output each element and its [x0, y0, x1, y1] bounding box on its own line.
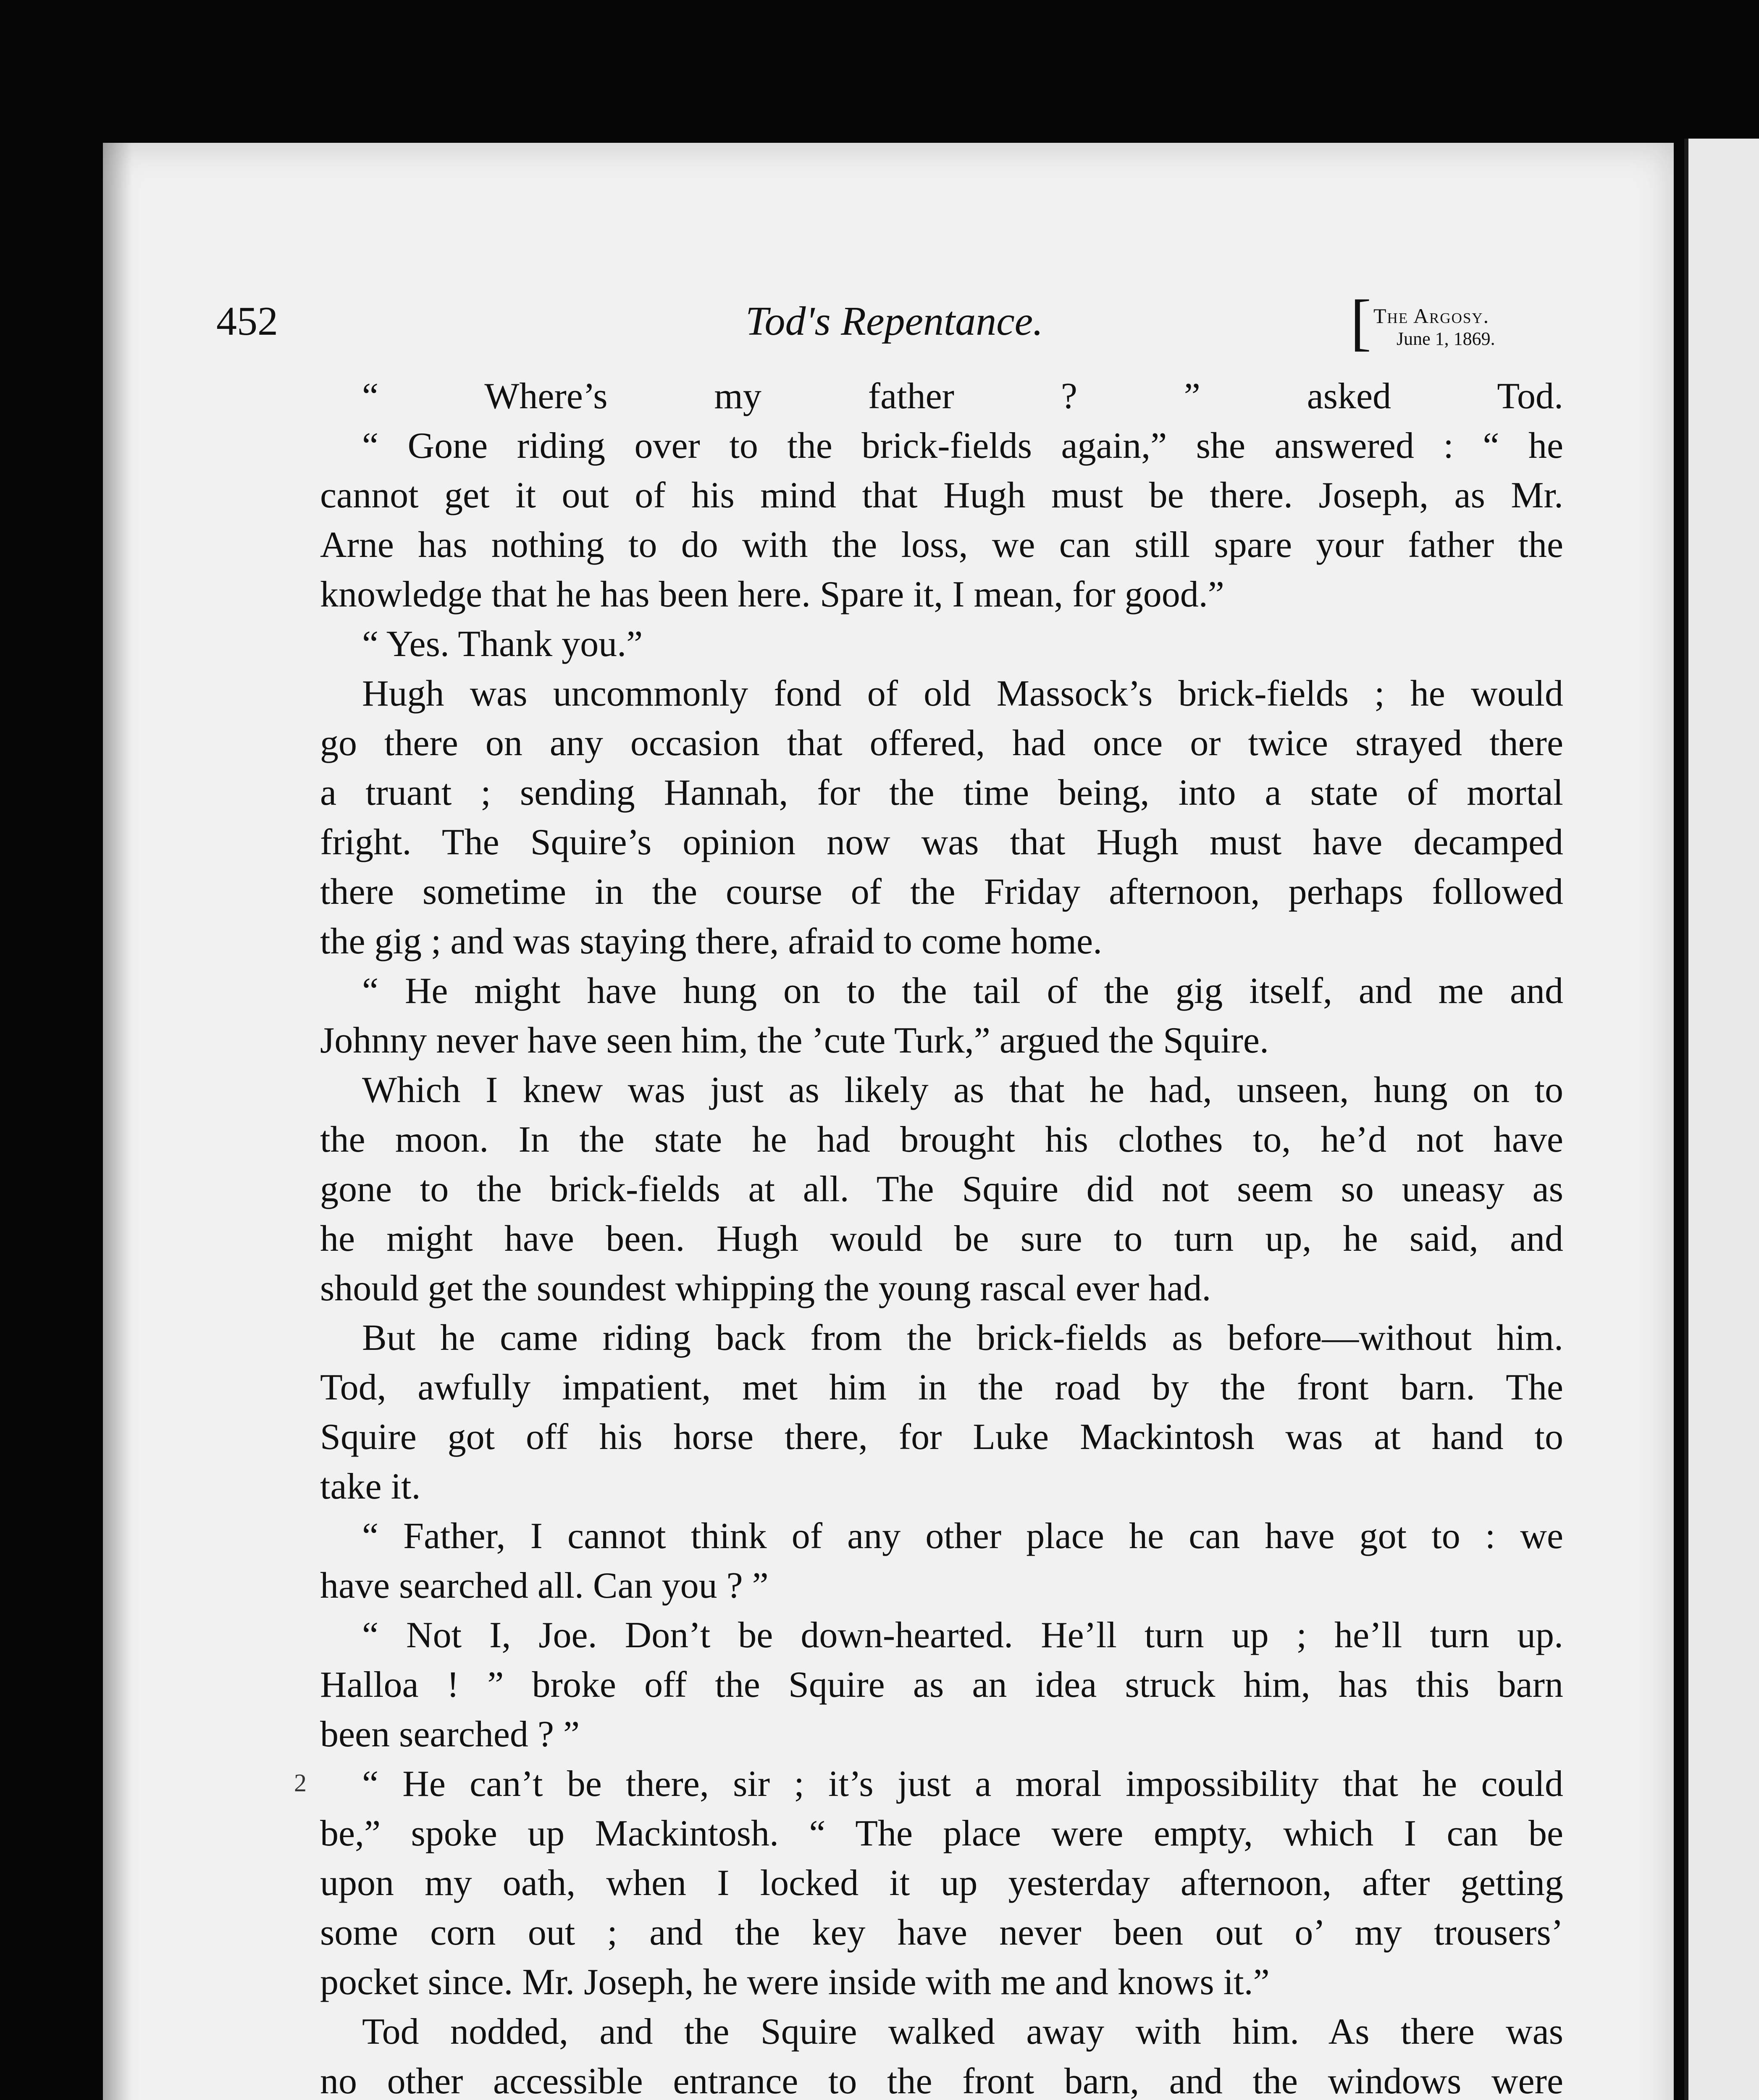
text-line: no other accessible entrance to the front barn, and the windows were: [320, 2061, 1563, 2100]
text-line: “ Father, I cannot think of any other place he can have got to : we: [362, 1516, 1563, 1557]
text-line: go there on any occasion that offered, had once or twice strayed there: [320, 723, 1563, 764]
text-line: knowledge that he has been here. Spare it, I mean, for good.”: [320, 574, 1224, 615]
text-line: “ Where’s my father ? ” asked Tod.: [362, 376, 1563, 417]
text-line: Squire got off his horse there, for Luke Mackintosh was at hand to: [320, 1417, 1563, 1457]
journal-name: The Argosy.: [1373, 304, 1490, 328]
text-line: the moon. In the state he had brought his clothes to, he’d not have: [320, 1119, 1563, 1160]
text-line: upon my oath, when I locked it up yesterday afternoon, after getting: [320, 1863, 1563, 1903]
text-line: Tod nodded, and the Squire walked away with him. As there was: [362, 2011, 1563, 2052]
text-line: “ He might have hung on to the tail of the gig itself, and me and: [362, 971, 1563, 1011]
issue-bracket: [: [1350, 287, 1371, 357]
text-line: “ Yes. Thank you.”: [362, 624, 643, 664]
text-line: “ Not I, Joe. Don’t be down-hearted. He’ll turn up ; he’ll turn up.: [362, 1615, 1563, 1656]
text-line: Hugh was uncommonly fond of old Massock’s brick-fields ; he would: [362, 673, 1563, 714]
text-line: there sometime in the course of the Friday afternoon, perhaps followed: [320, 872, 1563, 912]
text-line: the gig ; and was staying there, afraid to come home.: [320, 921, 1103, 962]
text-line: been searched ? ”: [320, 1714, 580, 1755]
issue-date: June 1, 1869.: [1397, 328, 1495, 349]
text-line: should get the soundest whipping the young rascal ever had.: [320, 1268, 1211, 1309]
text-line: Halloa ! ” broke off the Squire as an idea struck him, has this barn: [320, 1664, 1563, 1705]
text-line: take it.: [320, 1466, 421, 1507]
text-line: “ He can’t be there, sir ; it’s just a moral impossibility that he could: [362, 1764, 1563, 1804]
text-line: fright. The Squire’s opinion now was that Hugh must have decamped: [320, 822, 1563, 863]
text-line: Tod, awfully impatient, met him in the road by the front barn. The: [320, 1367, 1563, 1408]
text-line: some corn out ; and the key have never been out o’ my trousers’: [320, 1912, 1563, 1953]
text-line: cannot get it out of his mind that Hugh must be there. Joseph, as Mr.: [320, 475, 1563, 516]
text-line: Arne has nothing to do with the loss, we can still spare your father the: [320, 525, 1563, 565]
text-line: have searched all. Can you ? ”: [320, 1565, 769, 1606]
margin-mark: 2: [294, 1769, 307, 1797]
page-number: 452: [216, 299, 278, 344]
text-line: Which I knew was just as likely as that he had, unseen, hung on to: [362, 1070, 1563, 1110]
text-line: pocket since. Mr. Joseph, he were inside with me and knows it.”: [320, 1962, 1270, 2003]
running-title: Tod's Repentance.: [746, 299, 1043, 344]
text-line: gone to the brick-fields at all. The Squire did not seem so uneasy as: [320, 1169, 1563, 1210]
facing-page-edge: [1684, 139, 1759, 2100]
text-line: be,” spoke up Mackintosh. “ The place were empty, which I can be: [320, 1813, 1563, 1854]
running-header: [216, 287, 1550, 357]
text-line: he might have been. Hugh would be sure to turn up, he said, and: [320, 1218, 1563, 1259]
text-line: But he came riding back from the brick-fields as before—without him.: [362, 1318, 1563, 1358]
text-line: Johnny never have seen him, the ’cute Turk,” argued the Squire.: [320, 1020, 1269, 1061]
text-line: “ Gone riding over to the brick-fields again,” she answered : “ he: [362, 425, 1563, 466]
issue-reference: [1350, 287, 1550, 357]
gutter-shadow: [103, 143, 132, 2100]
text-line: a truant ; sending Hannah, for the time being, into a state of mortal: [320, 772, 1563, 813]
